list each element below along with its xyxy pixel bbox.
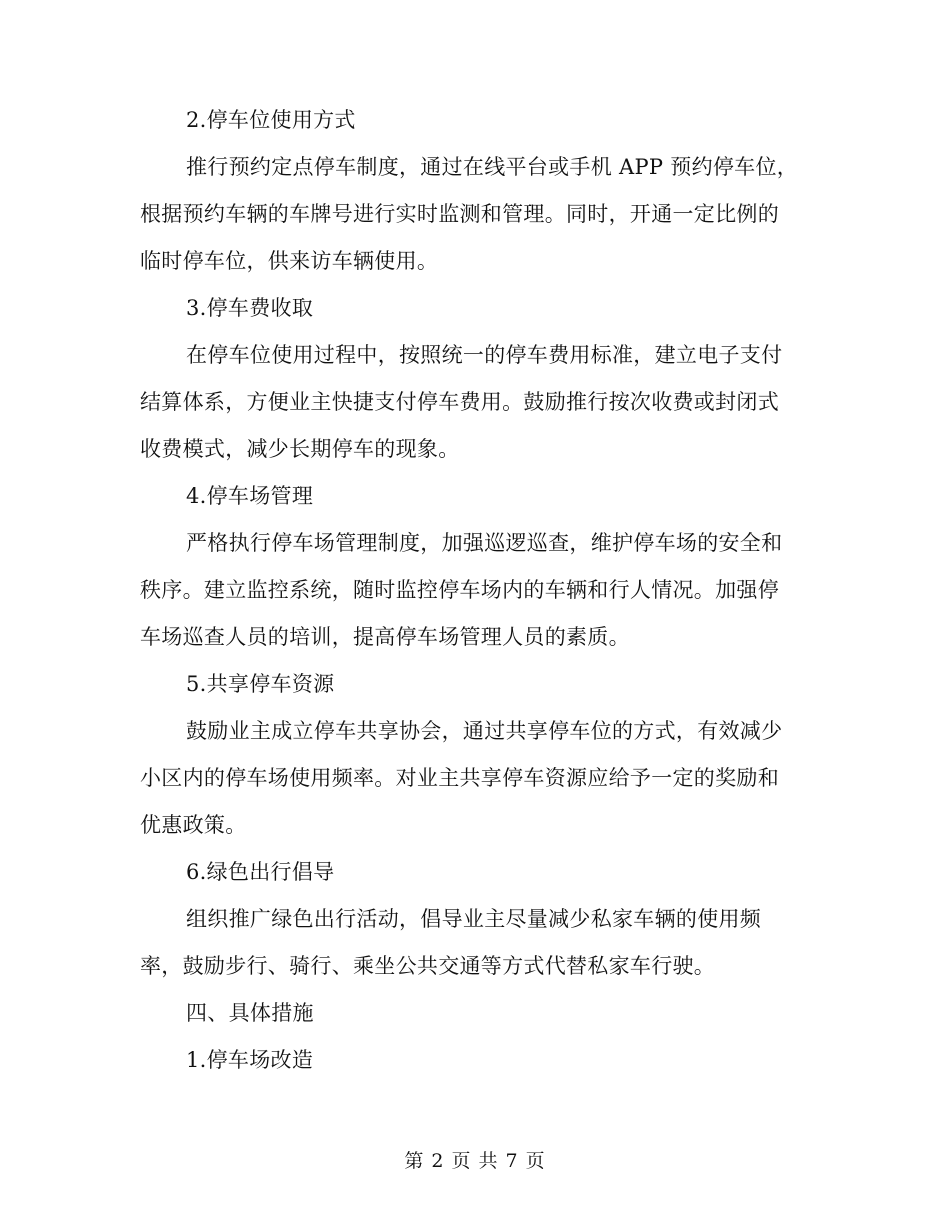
paragraph-line: 秩序。建立监控系统，随时监控停车场内的车辆和行人情况。加强停 [140,578,779,602]
section-heading-parking-renovation: 1.停车场改造 [186,1048,314,1072]
paragraph-line: 结算体系，方便业主快捷支付停车费用。鼓励推行按次收费或封闭式 [140,390,779,414]
paragraph-line: 组织推广绿色出行活动，倡导业主尽量减少私家车辆的使用频 [186,907,762,931]
section-heading-parking-usage: 2.停车位使用方式 [186,108,356,132]
paragraph-line: 临时停车位，供来访车辆使用。 [140,249,439,273]
section-heading-green-travel: 6.绿色出行倡导 [186,860,335,884]
section-heading-shared-parking: 5.共享停车资源 [186,672,335,696]
paragraph-line: 严格执行停车场管理制度，加强巡逻巡查，维护停车场的安全和 [186,531,783,555]
paragraph-line: 根据预约车辆的车牌号进行实时监测和管理。同时，开通一定比例的 [140,202,779,226]
paragraph-line: 率，鼓励步行、骑行、乘坐公共交通等方式代替私家车行驶。 [140,954,716,978]
paragraph-line: 推行预约定点停车制度，通过在线平台或手机 APP 预约停车位， [186,155,799,179]
chapter-heading-specific-measures: 四、具体措施 [186,1001,314,1025]
document-body [140,97,800,1084]
section-heading-parking-fee: 3.停车费收取 [186,296,314,320]
paragraph-line: 车场巡查人员的培训，提高停车场管理人员的素质。 [140,625,630,649]
paragraph-line: 在停车位使用过程中，按照统一的停车费用标准，建立电子支付 [186,343,783,367]
paragraph-line: 鼓励业主成立停车共享协会，通过共享停车位的方式，有效减少 [186,719,783,743]
page-number-footer: 第 2 页 共 7 页 [404,1150,546,1172]
paragraph-line: 收费模式，减少长期停车的现象。 [140,437,460,461]
section-heading-parking-management: 4.停车场管理 [186,484,314,508]
paragraph-line: 优惠政策。 [140,813,247,837]
paragraph-line: 小区内的停车场使用频率。对业主共享停车资源应给予一定的奖励和 [140,766,779,790]
